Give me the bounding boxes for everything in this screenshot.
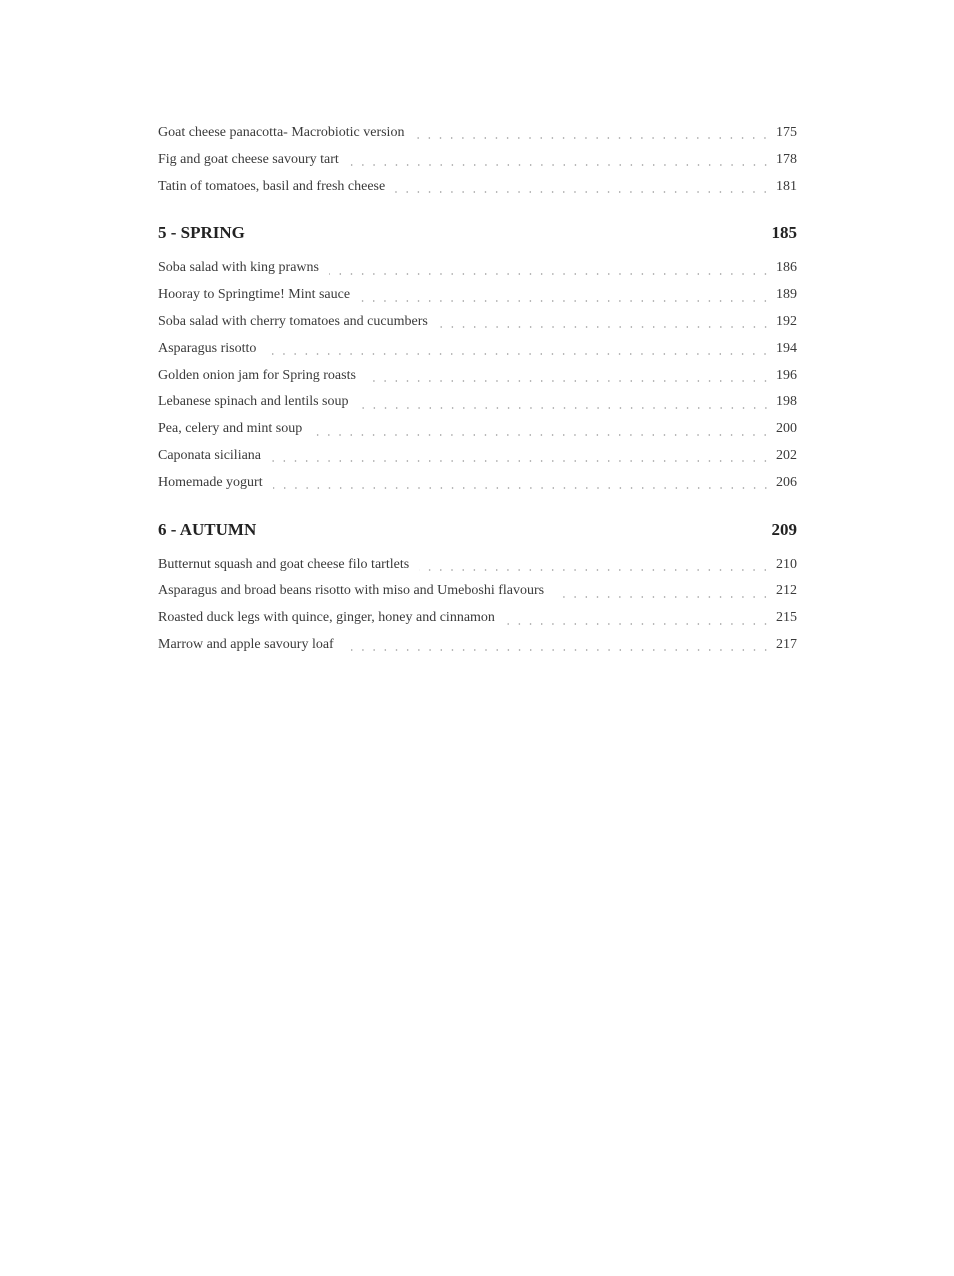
section-page: 185 <box>771 223 797 243</box>
toc-entry-page: 178 <box>776 151 797 167</box>
dot-leader <box>349 164 771 166</box>
dot-leader <box>395 191 771 193</box>
dot-leader <box>438 326 771 328</box>
toc-entry[interactable] <box>158 255 797 282</box>
toc-entry-page: 198 <box>776 394 797 410</box>
toc-entry-title: Marrow and apple savoury loaf <box>158 636 334 652</box>
toc-entry[interactable] <box>158 120 797 147</box>
toc-entry-title: Hooray to Springtime! Mint sauce <box>158 287 351 303</box>
toc-entries-spring <box>158 255 797 496</box>
toc-entry[interactable] <box>158 578 797 605</box>
toc-entry-title: Soba salad with cherry tomatoes and cucumbers <box>158 313 428 329</box>
dot-leader <box>359 407 771 409</box>
toc-entry[interactable] <box>158 605 797 632</box>
dot-leader <box>344 649 771 651</box>
toc-entry[interactable] <box>158 147 797 174</box>
toc-entry-title: Butternut squash and goat cheese filo tartlets <box>158 556 410 572</box>
toc-entry-page: 217 <box>776 636 797 652</box>
dot-leader <box>419 569 771 571</box>
dot-leader <box>360 300 771 302</box>
dot-leader <box>312 434 771 436</box>
toc-entry-title: Golden onion jam for Spring roasts <box>158 367 356 383</box>
toc-entry[interactable] <box>158 389 797 416</box>
dot-leader <box>271 460 771 462</box>
dot-leader <box>266 353 771 355</box>
dot-leader <box>366 380 771 382</box>
toc-entry-title: Asparagus and broad beans risotto with miso and Umeboshi flavours <box>158 583 545 599</box>
section-heading-autumn[interactable] <box>158 517 797 543</box>
toc-entry[interactable] <box>158 416 797 443</box>
toc-entry-title: Asparagus risotto <box>158 340 257 356</box>
toc-entry-page: 175 <box>776 125 797 140</box>
section-title: 6 - AUTUMN <box>158 519 257 539</box>
toc-entry-page: 189 <box>776 287 797 303</box>
toc-entry-page: 200 <box>776 421 797 437</box>
toc-entry[interactable] <box>158 470 797 497</box>
dot-leader <box>554 596 771 598</box>
toc-entry-page: 181 <box>776 178 797 194</box>
section-title: 5 - SPRING <box>158 223 245 243</box>
toc-entry[interactable] <box>158 552 797 579</box>
toc-entry-title: Fig and goat cheese savoury tart <box>158 151 339 167</box>
toc-entry-title: Soba salad with king prawns <box>158 260 319 276</box>
toc-entry-page: 194 <box>776 340 797 356</box>
toc-entry-page: 202 <box>776 447 797 463</box>
toc-entry-title: Pea, celery and mint soup <box>158 421 303 437</box>
toc-entry-page: 215 <box>776 610 797 626</box>
dot-leader <box>414 137 771 139</box>
dot-leader <box>329 273 771 275</box>
toc-entry-title: Tatin of tomatoes, basil and fresh cheese <box>158 178 386 194</box>
toc-entry[interactable] <box>158 363 797 390</box>
toc-entries-top <box>158 120 797 200</box>
toc-entry[interactable] <box>158 309 797 336</box>
toc-entry-title: Lebanese spinach and lentils soup <box>158 394 349 410</box>
toc-entries-autumn <box>158 552 797 659</box>
toc-entry-page: 186 <box>776 260 797 276</box>
section-heading-spring[interactable] <box>158 220 797 246</box>
toc-entry[interactable] <box>158 336 797 363</box>
toc-entry-title: Homemade yogurt <box>158 474 263 490</box>
dot-leader <box>505 623 771 625</box>
toc-entry[interactable] <box>158 632 797 659</box>
toc-entry-title: Roasted duck legs with quince, ginger, honey and cinnamon <box>158 610 495 626</box>
toc-entry-title: Goat cheese panacotta- Macrobiotic version <box>158 125 405 140</box>
toc-entry-page: 196 <box>776 367 797 383</box>
toc-entry[interactable] <box>158 443 797 470</box>
toc-entry[interactable] <box>158 282 797 309</box>
toc-entry-page: 212 <box>776 583 797 599</box>
section-page: 209 <box>771 519 797 539</box>
toc-entry-title: Caponata siciliana <box>158 447 262 463</box>
dot-leader <box>273 487 771 489</box>
toc-entry-page: 192 <box>776 313 797 329</box>
toc-entry-page: 210 <box>776 556 797 572</box>
toc-entry[interactable] <box>158 174 797 201</box>
table-of-contents <box>158 120 797 659</box>
toc-entry-page: 206 <box>776 474 797 490</box>
